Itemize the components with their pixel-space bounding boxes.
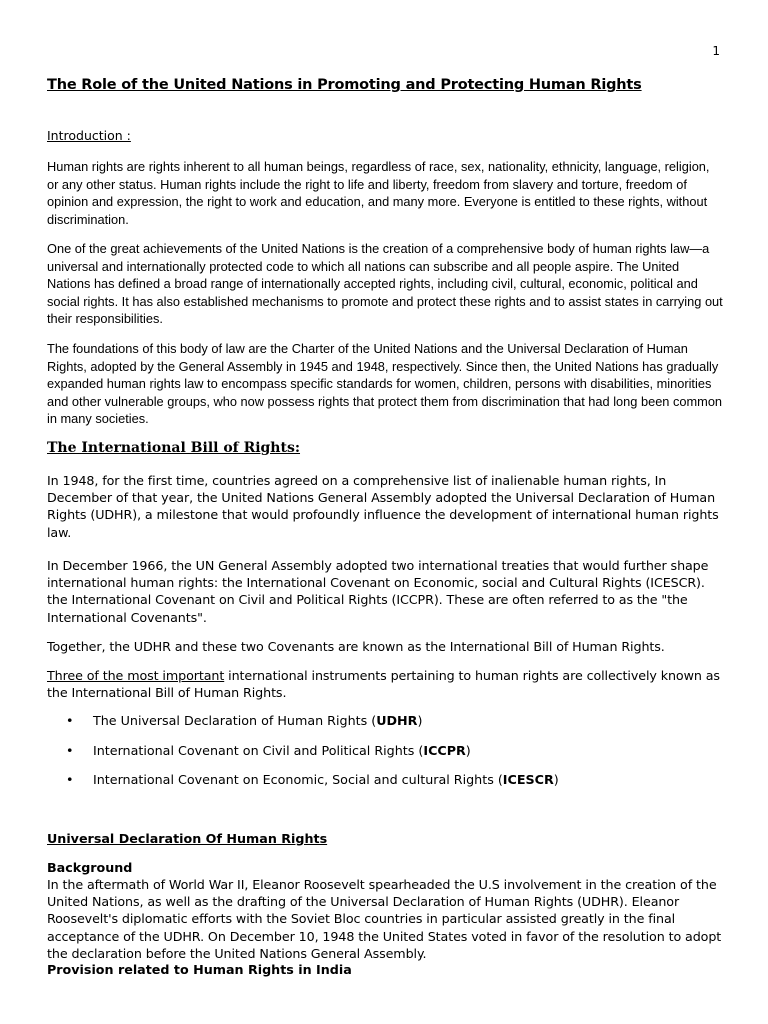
list-item: [47, 742, 727, 772]
instrument-close: ): [465, 742, 471, 758]
list-item: [47, 771, 727, 801]
instruments-intro-rest: international instruments pertaining to human rights are collectively known as the International Bill of Human Rights.: [47, 668, 720, 701]
intro-paragraph-3: The foundations of this body of law are the Charter of the United Nations and the Universal Declaration of Human Rights, adopted by the General Assembly in 1945 and 1948, respectively. Since then, the United Nations has gradually expanded human rights law to encompass specific standards for women, children, persons with disabilities, minorities and other vulnerable groups, who now possess rights that protect them from discrimination that had long been common in many societies.: [47, 341, 723, 427]
bill-paragraph-1: In 1948, for the first time, countries agreed on a comprehensive list of inalienable human rights, In December of that year, the United Nations General Assembly adopted the Universal Declaration of Human Rights (UDHR), a milestone that would profoundly influence the development of international human rights law.: [47, 473, 719, 540]
bullet-icon: •: [66, 772, 74, 787]
udhr-heading: Universal Declaration Of Human Rights: [47, 831, 328, 846]
instrument-abbr: UDHR: [376, 713, 418, 728]
provision-label: Provision related to Human Rights in India: [47, 962, 352, 977]
instrument-text: International Covenant on Economic, Social and cultural Rights (: [93, 772, 503, 787]
intro-paragraph-2: One of the great achievements of the United Nations is the creation of a comprehensive body of human rights law—a universal and internationally protected code to which all nations can subscribe and all people aspire. The United Nations has defined a broad range of internationally accepted rights, including civil, cultural, economic, political and social rights. It has also established mechanisms to promote and protect these rights and to assist states in carrying out their responsibilities.: [47, 241, 723, 327]
bullet-icon: •: [66, 713, 74, 728]
instrument-close: ): [553, 772, 559, 787]
page-number: 1: [712, 44, 720, 58]
bill-paragraph-2: In December 1966, the UN General Assembly adopted two international treaties that would further shape international human rights: the International Covenant on Economic, social and Cultural Rights (ICESCR). the International Covenant on Civil and Political Rights (ICCPR). These are often referred to as the "the International Covenants".: [47, 558, 709, 625]
bill-of-rights-heading: The International Bill of Rights:: [47, 440, 301, 456]
document-title: The Role of the United Nations in Promoting and Protecting Human Rights: [47, 77, 642, 93]
instrument-abbr: ICCPR: [423, 742, 466, 758]
instruments-list: [47, 712, 727, 801]
bullet-icon: •: [66, 742, 74, 758]
instruments-intro-underlined: Three of the most important: [47, 668, 225, 683]
intro-paragraph-1: Human rights are rights inherent to all human beings, regardless of race, sex, nationality, ethnicity, language, religion, or any other status. Human rights include the right to life and liberty, freedom from slavery and torture, freedom of opinion and expression, the right to work and education, and many more. Everyone is entitled to these rights, without discrimination.: [47, 159, 710, 227]
introduction-label: Introduction :: [47, 128, 131, 143]
instrument-close: ): [417, 713, 423, 728]
bill-paragraph-3: Together, the UDHR and these two Covenants are known as the International Bill of Human Rights.: [47, 639, 665, 654]
instrument-text: International Covenant on Civil and Political Rights (: [93, 742, 424, 758]
list-item: [47, 712, 727, 742]
instrument-abbr: ICESCR: [502, 772, 554, 787]
instruments-intro: [47, 667, 727, 701]
instrument-text: The Universal Declaration of Human Rights (: [93, 713, 377, 728]
background-paragraph: In the aftermath of World War II, Eleanor Roosevelt spearheaded the U.S involvement in the creation of the United Nations, as well as the drafting of the Universal Declaration of Human Rights (UDHR). Eleanor Roosevelt's diplomatic efforts with the Soviet Bloc countries in particular assisted greatly in the final acceptance of the UDHR. On December 10, 1948 the United States voted in favor of the resolution to adopt the declaration before the United Nations General Assembly.: [47, 877, 722, 961]
background-label: Background: [47, 860, 133, 875]
